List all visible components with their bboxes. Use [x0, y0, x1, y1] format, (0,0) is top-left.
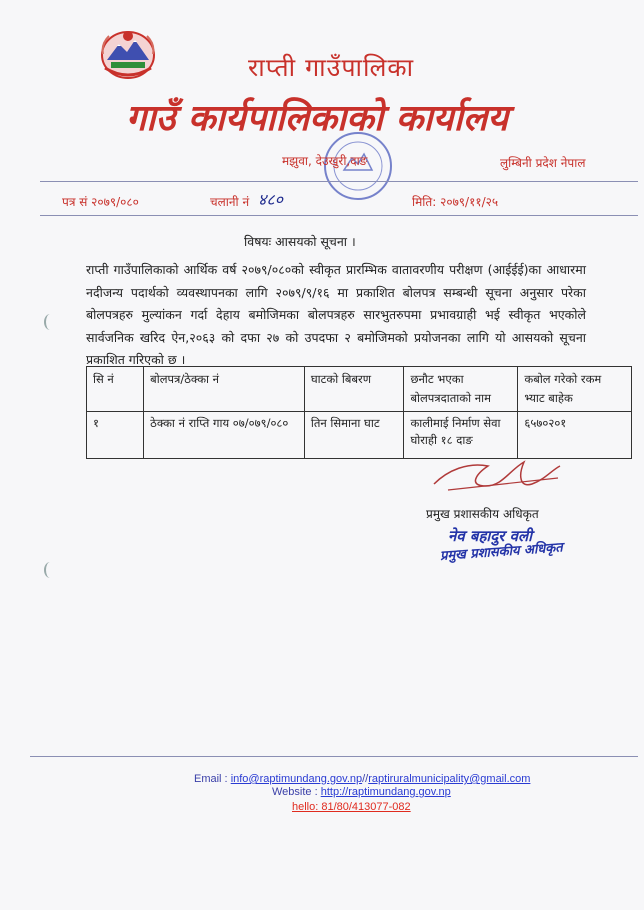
table-header-row: [87, 367, 632, 412]
cell-amount: ६५७०२०१: [518, 412, 632, 459]
cell-serial: १: [87, 412, 144, 459]
reference-divider: [40, 215, 638, 216]
column-header-serial: सि नं: [87, 367, 144, 412]
dispatch-label: चलानी नं: [210, 195, 250, 209]
email-link-info[interactable]: info@raptimundang.gov.np: [230, 773, 363, 785]
column-header-bidder: छनौट भएका बोलपत्रदाताको नाम: [404, 367, 518, 412]
government-emblem-icon: [97, 24, 159, 82]
officer-title-stamp: प्रमुख प्रशासकीय अधिकृत: [439, 540, 564, 564]
office-name: गाउँ कार्यपालिकाको कार्यालय: [126, 98, 509, 139]
header-divider: [40, 181, 638, 182]
cell-bidder: कालीमाई निर्माण सेवा घोराही १८ दाङ: [404, 412, 518, 459]
punch-hole: [44, 314, 56, 330]
email-link-gmail[interactable]: raptiruralmunicipality@gmail.com: [368, 773, 531, 785]
dispatch-number: ४८०: [258, 190, 283, 209]
footer-divider: [30, 756, 638, 757]
province-label: लुम्बिनी प्रदेश नेपाल: [500, 156, 586, 170]
office-address: मझुवा, देउखुरी,दाङ: [282, 154, 368, 168]
email-row: [194, 773, 530, 785]
cell-ghat: तिन सिमाना घाट: [304, 412, 404, 459]
column-header-amount: कबोल गरेको रकम भ्याट बाहेक: [518, 367, 632, 412]
municipality-name: राप्ती गाउँपालिका: [248, 53, 415, 82]
cell-contract-no: ठेक्का नं राप्ति गाय ०७/०७९/०८०: [144, 412, 305, 459]
letter-date: मिति: २०७९/११/२५: [412, 195, 499, 209]
officer-name-stamp: नेव बहादुर वली: [448, 527, 533, 545]
email-label: Email :: [194, 773, 231, 785]
website-label: Website :: [272, 786, 321, 798]
subject-line: विषयः आसयको सूचना ।: [244, 234, 356, 249]
signatory-role: प्रमुख प्रशासकीय अधिकृत: [426, 507, 539, 521]
email-separator: //: [362, 773, 369, 785]
column-header-ghat: घाटको बिबरण: [304, 367, 404, 412]
letter-number: पत्र सं २०७९/०८०: [62, 195, 139, 209]
website-row: [272, 786, 451, 798]
punch-hole: [44, 562, 56, 578]
column-header-contract-no: बोलपत्र/ठेक्का नं: [144, 367, 305, 412]
website-link[interactable]: http://raptimundang.gov.np: [320, 786, 451, 798]
notice-body: राप्ती गाउँपालिकाको आर्थिक वर्ष २०७९/०८०को स्वीकृत प्रारम्भिक वातावरणीय परीक्षण (आईईई)का आधारमा नदीजन्य पदार्थको व्यवस्थापनका लागि २०७९/९/१६ मा प्रकाशित बोलपत्र सम्बन्धी सूचना अनुसार परेका बोलपत्रहरु मुल्यांकन गर्दा देहाय बमोजिमका बोलपत्रहरु सारभुतरुपमा प्रभावग्राही भई स्वीकृत भएकोले सार्वजनिक खरिद ऐन,२०६३ को दफा २७ को उपदफा २ बमोजिमको प्रयोजनका लागि यो आसयको सूचना प्रकाशित गरिएको छ ।: [86, 262, 586, 367]
phone-number: hello: 81/80/413077-082: [292, 801, 411, 813]
signature-icon: [428, 440, 564, 498]
